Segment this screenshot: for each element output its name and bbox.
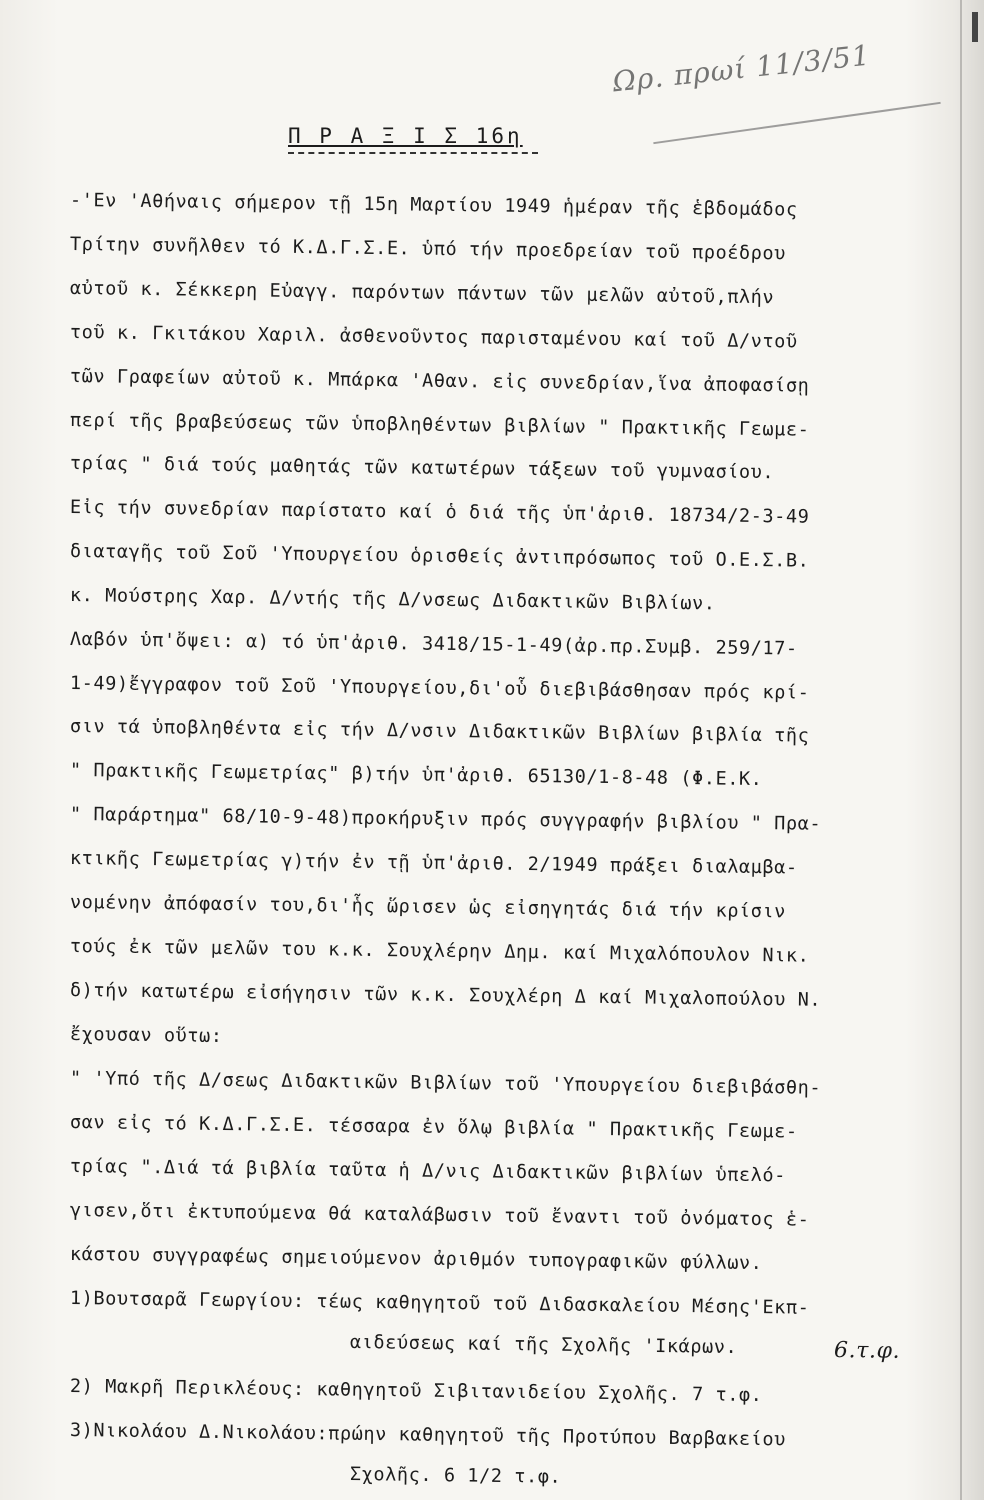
body-line: " Παράρτημα" 68/10-9-48)προκήρυξιν πρός συγγραφήν βιβλίου " Πρα- (69, 804, 822, 835)
body-line: Τρίτην συνῆλθεν τό Κ.Δ.Γ.Σ.Ε. ὑπό τήν προεδρείαν τοῦ προέδρου (69, 234, 787, 265)
handwritten-stroke (653, 102, 940, 144)
body-line: κτικῆς Γεωμετρίας γ)τήν ἐν τῇ ὑπ'ἀριθ. 2/1949 πράξει διαλαμβα- (69, 848, 798, 879)
body-line: περί τῆς βραβεύσεως τῶν ὑποβληθέντων βιβλίων " Πρακτικῆς Γεωμε- (69, 410, 810, 441)
handwritten-note: Ωρ. πρωί 11/3/51 (610, 38, 873, 99)
body-line: τούς ἐκ τῶν μελῶν του κ.κ. Σουχλέρην Δημ. καί Μιχαλόπουλον Νικ. (69, 936, 810, 967)
list-item: 3)Νικολάου Δ.Νικολάου:πρώην καθηγητοῦ τῆς Προτύπου Βαρβακείου (69, 1420, 787, 1451)
body-line: κ. Μούστρης Χαρ. Δ/ντής τῆς Δ/νσεως Διδακτικῶν Βιβλίων. (69, 585, 716, 615)
body-line: νομένην ἀπόφασίν του,δι'ἧς ὥρισεν ὡς εἰσηγητάς διά τήν κρίσιν (69, 892, 787, 923)
body-line: αὐτοῦ κ. Σέκκερη Εὐαγγ. παρόντων πάντων τῶν μελῶν αὐτοῦ,πλήν (69, 278, 775, 309)
page-edge-line (960, 0, 962, 1500)
body-line: " 'Υπό τῆς Δ/σεως Διδακτικῶν Βιβλίων τοῦ 'Υπουργείου διεβιβάσθη- (69, 1068, 822, 1099)
body-line: διαταγῆς τοῦ Σοῦ 'Υπουργείου ὁρισθείς ἀντιπρόσωπος τοῦ Ο.Ε.Σ.Β. (69, 541, 810, 572)
body-line: ἔχουσαν οὕτω: (69, 1024, 223, 1047)
page-edge-mark (972, 12, 978, 42)
body-line: -'Εν 'Αθήναις σήμερον τῇ 15η Μαρτίου 1949 ἡμέραν τῆς ἑβδομάδος (69, 190, 798, 221)
list-item: 1)Βουτσαρᾶ Γεωργίου: τέως καθηγητοῦ τοῦ Διδασκαλείου Μέσης'Εκπ- (69, 1288, 810, 1319)
body-line: γισεν,ὅτι ἐκτυπούμενα θά καταλάβωσιν τοῦ ἔναντι τοῦ ὀνόματος ἑ- (69, 1200, 810, 1231)
body-line: τοῦ κ. Γκιτάκου Χαριλ. ἀσθενοῦντος παρισταμένου καί τοῦ Δ/ντοῦ (69, 322, 798, 353)
body-line: σιν τά ὑποβληθέντα εἰς τήν Δ/νσιν Διδακτικῶν Βιβλίων βιβλία τῆς (69, 716, 810, 747)
list-item-continuation: Σχολῆς. 6 1/2 τ.φ. (349, 1464, 562, 1488)
body-line: τρίας " διά τούς μαθητάς τῶν κατωτέρων τάξεων τοῦ γυμνασίου. (69, 453, 775, 484)
body-line: τῶν Γραφείων αὐτοῦ κ. Μπάρκα 'Αθαν. εἰς συνεδρίαν,ἵνα ἀποφασίσῃ (69, 366, 810, 397)
handwritten-annotation: 6.τ.φ. (833, 1338, 901, 1364)
body-line: Εἰς τήν συνεδρίαν παρίστατο καί ὁ διά τῆς ὑπ'ἀριθ. 18734/2-3-49 (69, 497, 810, 528)
body-line: τρίας ".Διά τά βιβλία ταῦτα ἡ Δ/νις Διδακτικῶν βιβλίων ὑπελό- (69, 1156, 787, 1187)
list-item-continuation: αιδεύσεως καί τῆς Σχολῆς 'Ικάρων. (349, 1332, 738, 1359)
document-title: Π Ρ Α Ξ Ι Σ 16η (288, 124, 523, 148)
list-item: 2) Μακρῆ Περικλέους: καθηγητοῦ Σιβιτανιδείου Σχολῆς. 7 τ.φ. (69, 1376, 763, 1407)
body-line: δ)τήν κατωτέρω εἰσήγησιν τῶν κ.κ. Σουχλέρη Δ καί Μιχαλοπούλου Ν. (69, 980, 822, 1011)
body-line: 1-49)ἔγγραφον τοῦ Σοῦ 'Υπουργείου,δι'οὗ διεβιβάσθησαν πρός κρί- (69, 673, 810, 704)
title-underline (288, 152, 538, 154)
body-line: " Πρακτικῆς Γεωμετρίας" β)τήν ὑπ'ἀριθ. 65130/1-8-48 (Φ.Ε.Κ. (69, 760, 763, 791)
body-line: Λαβόν ὑπ'ὄψει: α) τό ὑπ'ἀριθ. 3418/15-1-49(ἀρ.πρ.Συμβ. 259/17- (69, 629, 798, 660)
body-line: σαν εἰς τό Κ.Δ.Γ.Σ.Ε. τέσσαρα ἐν ὅλῳ βιβλία " Πρακτικῆς Γεωμε- (69, 1112, 798, 1143)
body-line: κάστου συγγραφέως σημειούμενον ἀριθμόν τυπογραφικῶν φύλλων. (69, 1244, 763, 1275)
